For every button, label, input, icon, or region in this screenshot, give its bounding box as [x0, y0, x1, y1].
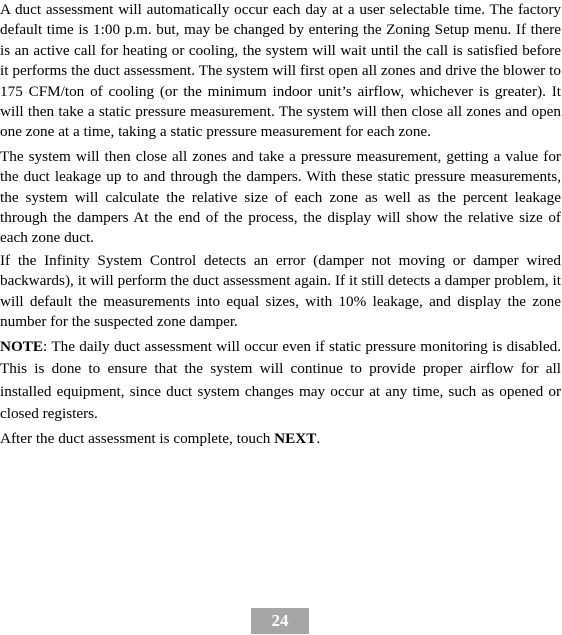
note-label: NOTE [0, 337, 44, 355]
next-instruction-text: After the duct assessment is complete, touch [0, 429, 275, 447]
page-number: 24 [251, 608, 309, 634]
note-text: : The daily duct assessment will occur even if static pressure monitoring is disabled. This is done to ensure that the system will continue to provide proper airflow for all installed equipment, since duct system changes may occur at any time, such as opened or closed registers. [0, 337, 561, 423]
paragraph-next-instruction [0, 429, 561, 449]
next-instruction-period: . [316, 429, 321, 447]
next-keyword: NEXT [274, 429, 317, 447]
paragraph-error-handling: If the Infinity System Control detects an error (damper not moving or damper wired backwards), it will perform the duct assessment again. If it still detects a damper problem, it will default the measurements into equal sizes, with 10% leakage, and display the zone number for the suspected zone damper. [0, 251, 561, 331]
paragraph-note [0, 336, 561, 426]
paragraph-leakage-measurement: The system will then close all zones and take a pressure measurement, getting a value for the duct leakage up to and through the dampers. With these static pressure measurements, the system will calculate the relative size of each zone as well as the percent leakage through the dampers At the end of the process, the display will show the relative size of each zone duct. [0, 147, 561, 247]
paragraph-duct-assessment-schedule: A duct assessment will automatically occur each day at a user selectable time. The factory default time is 1:00 p.m. but, may be changed by entering the Zoning Setup menu. If there is an active call for heating or cooling, the system will wait until the call is satisfied before it performs the duct assessment. The system will first open all zones and drive the blower to 175 CFM/ton of cooling (or the minimum indoor unit’s airflow, whichever is greater). It will then take a static pressure measurement. The system will then close all zones and open one zone at a time, taking a static pressure measurement for each zone. [0, 1, 561, 141]
